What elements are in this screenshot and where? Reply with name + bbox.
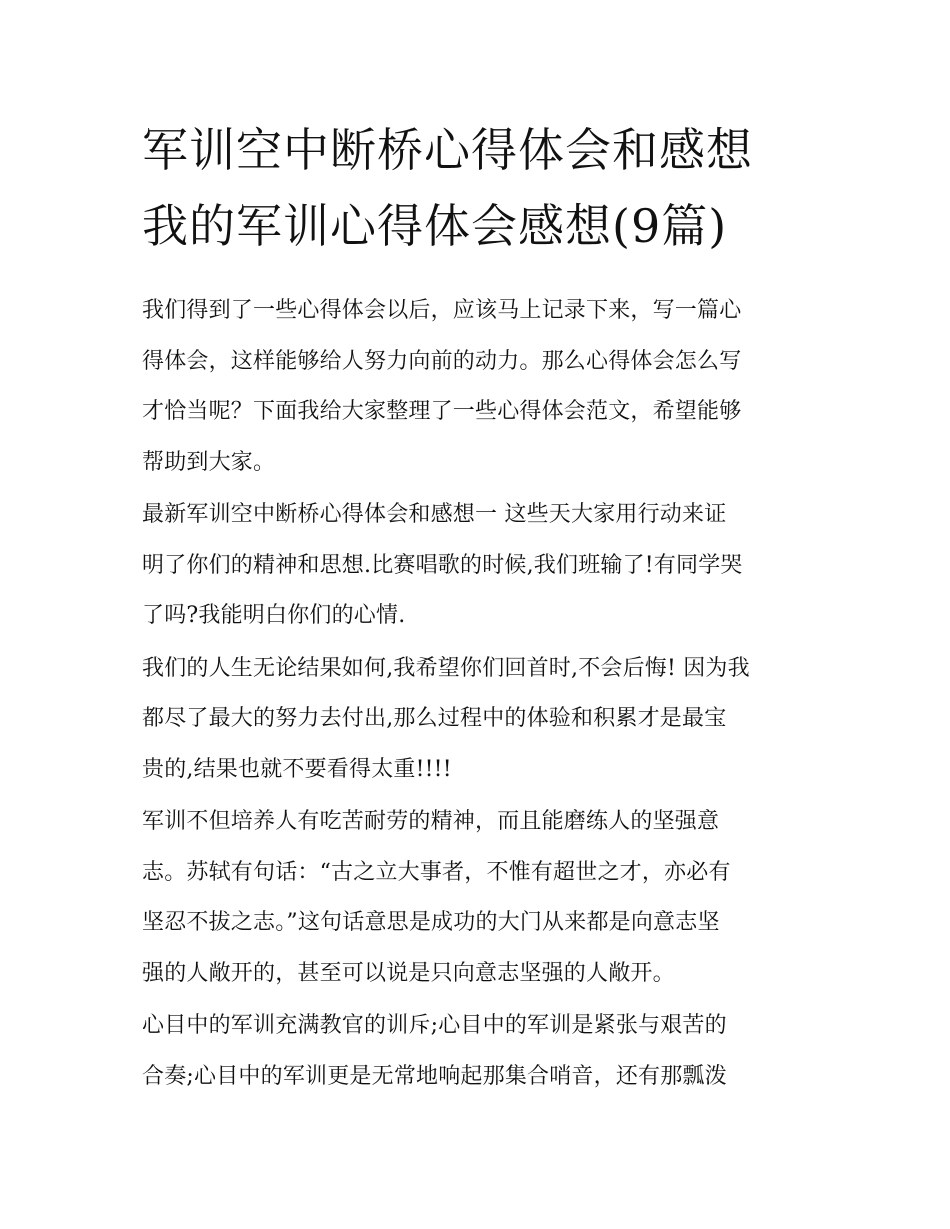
text-line: 我们的人生无论结果如何,我希望你们回首时,不会后悔! 因为我 — [142, 655, 750, 681]
document-title — [142, 112, 814, 264]
text-line: 才恰当呢？下面我给大家整理了一些心得体会范文，希望能够 — [142, 399, 742, 424]
document-page — [142, 112, 814, 1104]
text-line: 合奏;心目中的军训更是无常地响起那集合哨音，还有那瓢泼 — [142, 1063, 727, 1089]
paragraph-imagined-training — [142, 1001, 814, 1102]
title-line: 我的军训心得体会感想(9篇) — [142, 199, 728, 253]
text-line: 贵的,结果也就不要看得太重!!!! — [142, 756, 452, 782]
text-line: 帮助到大家。 — [142, 449, 276, 475]
text-line: 心目中的军训充满教官的训斥;心目中的军训是紧张与艰苦的 — [142, 1013, 727, 1038]
text-line: 得体会，这样能够给人努力向前的动力。那么心得体会怎么写 — [142, 348, 742, 374]
text-line: 坚忍不拔之志。”这句话意思是成功的大门从来都是向意志坚 — [142, 910, 720, 935]
paragraph-essay-one — [142, 490, 814, 642]
text-line: 我们得到了一些心得体会以后，应该马上记录下来，写一篇心 — [142, 298, 742, 323]
text-line: 军训不但培养人有吃苦耐劳的精神，而且能磨练人的坚强意 — [142, 809, 720, 834]
title-line: 军训空中断桥心得体会和感想 — [142, 123, 753, 177]
paragraph-intro — [142, 286, 814, 488]
paragraph-willpower — [142, 797, 814, 999]
paragraph-no-regret — [142, 644, 814, 796]
text-line: 明了你们的精神和思想.比赛唱歌的时候,我们班输了!有同学哭 — [142, 552, 743, 578]
text-line: 了吗?我能明白你们的心情. — [142, 603, 406, 628]
text-line: 最新军训空中断桥心得体会和感想一 这些天大家用行动来证 — [142, 502, 727, 527]
text-line: 志。苏轼有句话：“古之立大事者，不惟有超世之才，亦必有 — [142, 859, 731, 885]
text-line: 都尽了最大的努力去付出,那么过程中的体验和积累才是最宝 — [142, 706, 727, 731]
text-line: 强的人敞开的，甚至可以说是只向意志坚强的人敞开。 — [142, 960, 675, 986]
